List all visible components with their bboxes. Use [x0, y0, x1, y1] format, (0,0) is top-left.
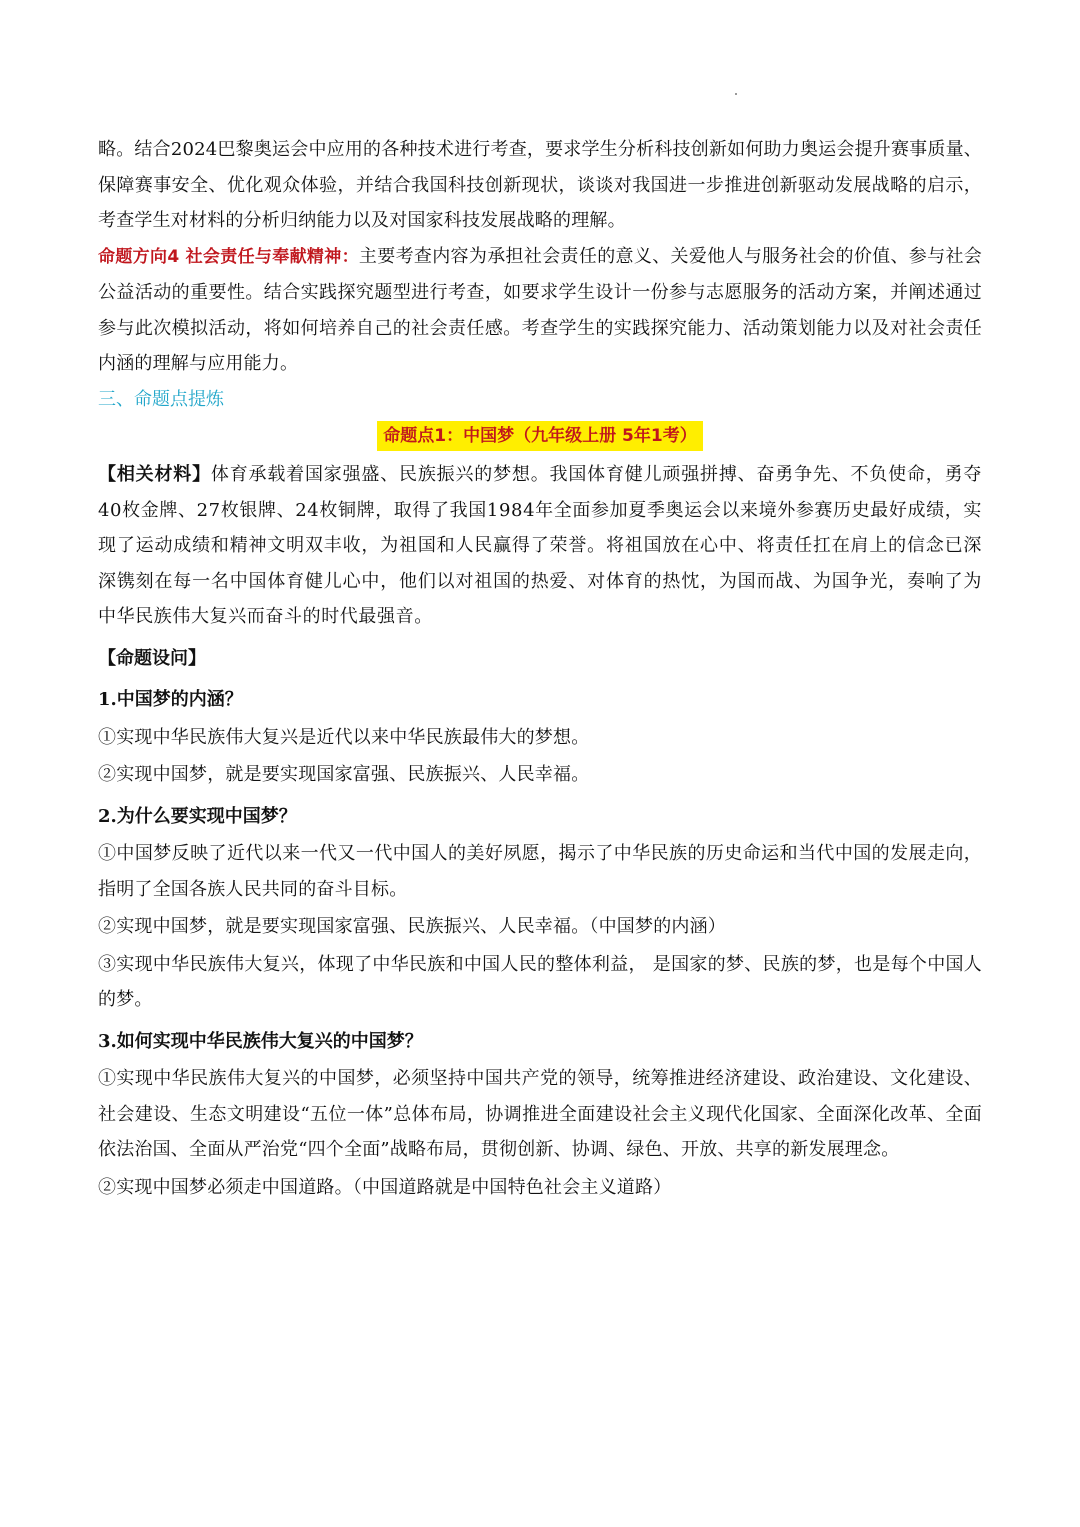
- direction4-body: 主要考查内容为承担社会责任的意义、关爱他人与服务社会的价值、参与社会公益活动的重要性。结合实践探究题型进行考查，如要求学生设计一份参与志愿服务的活动方案，并阐述通过参与此次模拟活动，将如何培养自己的社会责任感。考查学生的实践探究能力、活动策划能力以及对社会责任内涵的理解与应用能力。: [98, 245, 982, 374]
- question-3: 3.如何实现中华民族伟大复兴的中国梦？: [98, 1030, 423, 1052]
- answer-3-1: ①实现中华民族伟大复兴的中国梦，必须坚持中国共产党的领导，统筹推进经济建设、政治建设、文化建设、社会建设、生态文明建设“五位一体”总体布局，协调推进全面建设社会主义现代化国家、全面深化改革、全面依法治国、全面从严治党“四个全面”战略布局，贯彻创新、协调、绿色、开放、共享的新发展理念。: [98, 1068, 982, 1160]
- answer-1-1: ①实现中华民族伟大复兴是近代以来中华民族最伟大的梦想。: [98, 726, 590, 748]
- questions-label: 【命题设问】: [98, 647, 206, 669]
- answer-2-1: ①中国梦反映了近代以来一代又一代中国人的美好夙愿，揭示了中华民族的历史命运和当代中国的发展走向，指明了全国各族人民共同的奋斗目标。: [98, 843, 982, 900]
- answer-3-2: ②实现中国梦必须走中国道路。（中国道路就是中国特色社会主义道路）: [98, 1176, 672, 1198]
- question-1: 1.中国梦的内涵？: [98, 689, 243, 710]
- material-paragraph: [98, 457, 982, 635]
- question-2: 2.为什么要实现中国梦？: [98, 805, 297, 827]
- direction4-paragraph: [98, 239, 982, 382]
- material-label: 【相关材料】: [98, 464, 211, 485]
- answer-2-3: ③实现中华民族伟大复兴，体现了中华民族和中国人民的整体利益， 是国家的梦、民族的梦，也是每个中国人的梦。: [98, 953, 982, 1010]
- topic-title-wrap: [98, 421, 982, 451]
- answer-2-2: ②实现中国梦，就是要实现国家富强、民族振兴、人民幸福。（中国梦的内涵）: [98, 916, 726, 937]
- answer-1-2: ②实现中国梦，就是要实现国家富强、民族振兴、人民幸福。: [98, 764, 590, 785]
- direction4-lead: 命题方向4 社会责任与奉献精神：: [98, 246, 359, 267]
- material-text: 体育承载着国家强盛、民族振兴的梦想。我国体育健儿顽强拼搏、奋勇争先、不负使命，勇夺40枚金牌、27枚银牌、24枚铜牌，取得了我国1984年全面参加夏季奥运会以来境外参赛历史最好成绩，实现了运动成绩和精神文明双丰收，为祖国和人民赢得了荣誉。将祖国放在心中、将责任扛在肩上的信念已深深镌刻在每一名中国体育健儿心中，他们以对祖国的热爱、对体育的热忱，为国而战、为国争光，奏响了为中华民族伟大复兴而奋斗的时代最强音。: [98, 464, 982, 627]
- page-mark: [735, 93, 737, 95]
- intro-paragraph: 略。结合2024巴黎奥运会中应用的各种技术进行考查，要求学生分析科技创新如何助力奥运会提升赛事质量、保障赛事安全、优化观众体验，并结合我国科技创新现状，谈谈对我国进一步推进创新驱动发展战略的启示，考查学生对材料的分析归纳能力以及对国家科技发展战略的理解。: [98, 139, 982, 231]
- document-page: [98, 132, 982, 1205]
- section-heading: 三、命题点提炼: [98, 388, 224, 410]
- topic-title: 命题点1：中国梦（九年级上册 5年1考）: [377, 421, 702, 451]
